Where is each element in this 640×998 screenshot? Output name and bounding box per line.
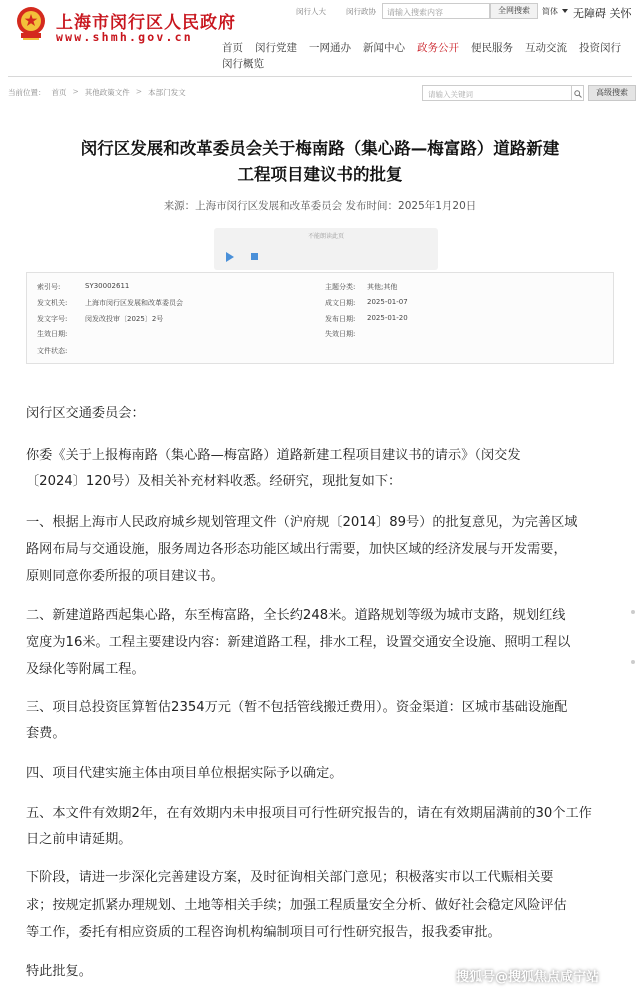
meta-value: 2025-01-07 xyxy=(367,298,408,306)
breadcrumb xyxy=(8,87,186,98)
header-divider xyxy=(8,76,632,77)
body-line: 路网布局与交通设施，服务周边各形态功能区域出行需要，加快区域的经济发展与开发需要， xyxy=(26,542,567,557)
meta-value: SY30002611 xyxy=(85,282,130,290)
main-nav xyxy=(222,40,640,72)
breadcrumb-label: 当前位置： xyxy=(8,88,46,97)
body-line: 宽度为16米。工程主要建设内容：新建道路工程，排水工程，设置交通安全设施、照明工程以 xyxy=(26,635,571,650)
meta-value: 闵发改投审〔2025〕2号 xyxy=(85,315,164,323)
nav-item-gov-affairs[interactable]: 政务公开 xyxy=(417,42,459,54)
breadcrumb-separator: > xyxy=(72,87,79,96)
site-header xyxy=(0,0,640,76)
breadcrumb-item-dept[interactable]: 本部门发文 xyxy=(148,88,186,97)
meta-label: 成文日期: xyxy=(325,299,356,307)
nav-item-overview[interactable]: 闵行概览 xyxy=(222,58,264,70)
audio-player xyxy=(214,228,438,270)
article-title xyxy=(40,136,600,188)
meta-label: 主题分类: xyxy=(325,283,356,291)
body-line: 四、项目代建实施主体由项目单位根据实际予以确定。 xyxy=(26,766,343,781)
top-link-renda[interactable]: 闵行人大 xyxy=(296,7,326,16)
stop-icon[interactable] xyxy=(251,253,258,260)
meta-value: 其他;其他 xyxy=(367,283,398,291)
breadcrumb-item-policy[interactable]: 其他政策文件 xyxy=(84,88,130,97)
meta-label: 生效日期: xyxy=(37,330,68,338)
nav-item-invest[interactable]: 投资闵行 xyxy=(579,42,621,54)
body-line: 下阶段，请进一步深化完善建设方案，及时征询相关部门意见；积极落实市以工代赈相关要 xyxy=(26,870,554,885)
closing-line: 特此批复。 xyxy=(26,964,92,979)
nav-item-services-online[interactable]: 一网通办 xyxy=(309,42,351,54)
meta-label: 发文字号: xyxy=(37,315,68,323)
meta-label: 失效日期: xyxy=(325,330,356,338)
national-emblem-icon xyxy=(14,5,48,41)
body-line: 二、新建道路西起集心路，东至梅富路，全长约248米。道路规划等级为城市支路，规划红线 xyxy=(26,608,566,623)
body-line: 〔2024〕120号）及相关补充材料收悉。经研究，现批复如下： xyxy=(26,474,402,489)
chevron-down-icon xyxy=(562,9,568,13)
meta-label: 索引号: xyxy=(37,283,61,291)
site-name[interactable]: 上海市闵行区人民政府 xyxy=(56,13,236,33)
meta-row xyxy=(27,314,615,328)
breadcrumb-bar xyxy=(0,84,640,102)
nav-item-citizen-services[interactable]: 便民服务 xyxy=(471,42,513,54)
meta-row xyxy=(27,282,615,296)
keyword-search-input[interactable]: 请输入关键词 xyxy=(422,85,572,101)
scroll-indicator xyxy=(631,610,635,614)
top-links xyxy=(296,6,376,17)
site-url[interactable]: www.shmh.gov.cn xyxy=(56,30,193,44)
meta-row xyxy=(27,329,615,343)
search-icon[interactable] xyxy=(572,85,584,101)
document-metadata xyxy=(26,272,614,364)
play-icon[interactable] xyxy=(226,252,234,262)
meta-label: 发布日期: xyxy=(325,315,356,323)
body-line: 及绿化等附属工程。 xyxy=(26,662,145,677)
article-title-line: 工程项目建议书的批复 xyxy=(237,165,403,184)
meta-row xyxy=(27,298,615,312)
body-line: 日之前申请延期。 xyxy=(26,832,132,847)
body-line: 套费。 xyxy=(26,726,66,741)
body-line: 一、根据上海市人民政府城乡规划管理文件（沪府规〔2014〕89号）的批复意见，为完善区域 xyxy=(26,515,578,530)
meta-label: 文件状态: xyxy=(37,347,68,355)
body-line: 五、本文件有效期2年，在有效期内未申报项目可行性研究报告的，请在有效期届满前的30个工作 xyxy=(26,806,592,821)
meta-label: 发文机关: xyxy=(37,299,68,307)
scroll-indicator xyxy=(631,660,635,664)
site-search-button[interactable]: 全网搜索 xyxy=(490,3,538,19)
player-label: 不能朗读此页 xyxy=(307,233,344,240)
meta-value: 2025-01-20 xyxy=(367,314,408,322)
body-line: 等工作，委托有相应资质的工程咨询机构编制项目可行性研究报告，报我委审批。 xyxy=(26,925,501,940)
article-title-line: 闵行区发展和改革委员会关于梅南路（集心路—梅富路）道路新建 xyxy=(80,139,560,158)
body-line: 三、项目总投资匡算暂估2354万元（暂不包括管线搬迁费用）。资金渠道：区城市基础设施配 xyxy=(26,700,568,715)
meta-value: 上海市闵行区发展和改革委员会 xyxy=(85,299,183,307)
body-line: 你委《关于上报梅南路（集心路—梅富路）道路新建工程项目建议书的请示》（闵交发 xyxy=(26,448,521,463)
breadcrumb-separator: > xyxy=(135,87,143,96)
body-line: 原则同意你委所报的项目建议书。 xyxy=(26,569,224,584)
nav-item-news[interactable]: 新闻中心 xyxy=(363,42,405,54)
nav-item-home[interactable]: 首页 xyxy=(222,42,243,54)
salutation: 闵行区交通委员会： xyxy=(26,406,145,421)
site-search-input[interactable]: 请输入搜索内容 xyxy=(382,3,490,19)
nav-item-party[interactable]: 闵行党建 xyxy=(255,42,297,54)
nav-item-interaction[interactable]: 互动交流 xyxy=(525,42,567,54)
breadcrumb-item-home[interactable]: 首页 xyxy=(51,88,67,97)
accessibility-links[interactable]: 无障碍 关怀 xyxy=(573,7,632,20)
language-select[interactable]: 简体 xyxy=(542,7,558,16)
watermark: 搜狐号@搜狐焦点咸宁站 xyxy=(456,970,600,985)
top-link-zhengxie[interactable]: 闵行政协 xyxy=(346,7,376,16)
article-source: 来源：上海市闵行区发展和改革委员会 发布时间：2025年1月20日 xyxy=(163,200,477,212)
meta-row xyxy=(27,346,615,360)
advanced-search-button[interactable]: 高级搜索 xyxy=(588,85,636,101)
body-line: 求；按规定抓紧办理规划、土地等相关手续；加强工程质量安全分析、做好社会稳定风险评估 xyxy=(26,898,567,913)
